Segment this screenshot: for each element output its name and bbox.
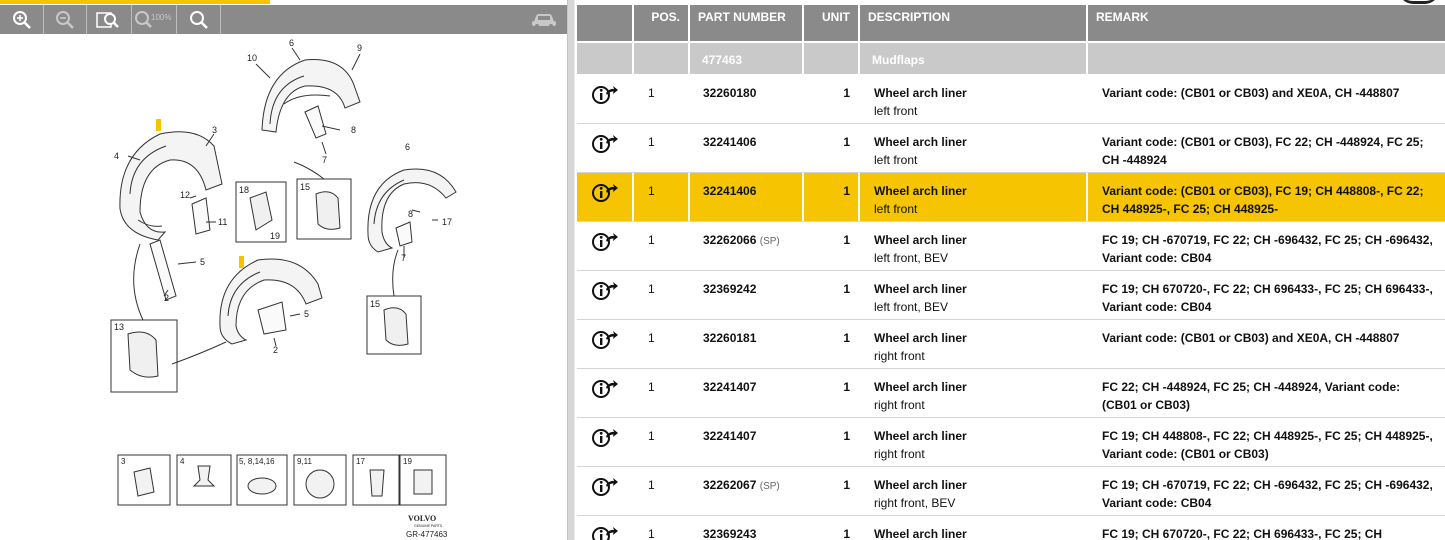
header-unit[interactable]: UNIT <box>804 5 860 41</box>
group-name: Mudflaps <box>860 43 1088 74</box>
row-pos-text: 1 <box>648 282 655 296</box>
row-remark-text: Variant code: (CB01 or CB03), FC 19; CH 448808-, FC 22; CH 448925-, FC 25; CH 448925- <box>1102 184 1424 216</box>
zoom-in-button[interactable] <box>0 5 44 34</box>
row-part-number[interactable] <box>690 271 804 319</box>
row-part-number[interactable] <box>690 173 804 221</box>
header-pos[interactable]: POS. <box>634 5 690 41</box>
row-desc-text: Wheel arch liner <box>874 380 967 394</box>
row-description <box>860 173 1088 221</box>
row-unit <box>804 467 860 515</box>
row-unit-text: 1 <box>843 184 850 198</box>
row-pos-text: 1 <box>648 429 655 443</box>
row-sub-text: left front <box>874 104 918 118</box>
row-part-number[interactable] <box>690 75 804 123</box>
row-pos <box>634 271 690 319</box>
callout-label[interactable]: 2 <box>273 345 279 355</box>
row-unit <box>804 271 860 319</box>
row-pn-text: 32241406 <box>703 184 757 198</box>
row-pos-text: 1 <box>648 184 655 198</box>
row-pos-text: 1 <box>648 380 655 394</box>
row-pos-text: 1 <box>648 331 655 345</box>
row-remark-text: FC 19; CH 670720-, FC 22; CH 696433-, FC 25; CH <box>1102 527 1383 540</box>
table-row[interactable] <box>577 75 1445 124</box>
row-unit-text: 1 <box>843 233 850 247</box>
table-row[interactable] <box>577 173 1445 222</box>
row-pos <box>634 222 690 270</box>
row-unit <box>804 369 860 417</box>
callout-label[interactable]: 7 <box>322 155 328 165</box>
small-part-label[interactable]: 5, 8,14,16 <box>239 457 275 466</box>
row-info-cell <box>577 173 634 221</box>
row-unit-text: 1 <box>843 282 850 296</box>
row-description <box>860 418 1088 466</box>
header-remark[interactable]: REMARK <box>1088 5 1445 41</box>
table-row[interactable] <box>577 222 1445 271</box>
row-unit <box>804 320 860 368</box>
table-row[interactable] <box>577 369 1445 418</box>
row-pos <box>634 124 690 172</box>
row-sub-text: left front, BEV <box>874 251 949 265</box>
row-desc-text: Wheel arch liner <box>874 527 967 540</box>
row-pos-text: 1 <box>648 86 655 100</box>
diagram-pane <box>0 0 567 540</box>
row-pn-text: 32369242 <box>703 282 757 296</box>
row-description <box>860 320 1088 368</box>
zoom-out-button[interactable] <box>44 5 87 34</box>
row-pos <box>634 516 690 540</box>
row-unit-text: 1 <box>843 380 850 394</box>
small-part-label[interactable]: 4 <box>180 457 185 466</box>
row-unit <box>804 222 860 270</box>
highlight-marker <box>156 119 161 131</box>
row-sub-text: left front <box>874 202 918 216</box>
diagram-toolbar <box>0 5 567 34</box>
table-row[interactable] <box>577 516 1445 540</box>
row-part-number[interactable] <box>690 418 804 466</box>
callout-label[interactable]: 5 <box>304 309 310 319</box>
row-info-cell <box>577 75 634 123</box>
callout-label[interactable]: 15 <box>300 182 311 192</box>
row-unit <box>804 418 860 466</box>
table-row[interactable] <box>577 467 1445 516</box>
callout-label[interactable]: 2 <box>164 293 170 303</box>
callout-label[interactable]: 8 <box>351 125 357 135</box>
highlight-marker <box>239 256 244 268</box>
table-row[interactable] <box>577 271 1445 320</box>
row-remark <box>1088 320 1445 368</box>
row-unit-text: 1 <box>843 478 850 492</box>
parts-table <box>577 0 1445 540</box>
row-pos-text: 1 <box>648 135 655 149</box>
callout-label[interactable]: 6 <box>289 38 295 48</box>
row-info-cell <box>577 124 634 172</box>
row-desc-text: Wheel arch liner <box>874 478 967 492</box>
row-pos <box>634 467 690 515</box>
info-arrow-icon[interactable] <box>591 329 619 351</box>
row-pn-text: 32241407 <box>703 380 757 394</box>
search-icon <box>189 10 209 30</box>
table-header <box>577 5 1445 41</box>
row-pn-text: 32369243 <box>703 527 757 540</box>
info-arrow-icon[interactable] <box>591 525 619 540</box>
info-arrow-icon[interactable] <box>591 378 619 400</box>
row-description <box>860 222 1088 270</box>
row-pos <box>634 75 690 123</box>
callout-label[interactable]: 3 <box>212 125 218 135</box>
row-pn-text: 32262066 <box>703 233 757 247</box>
row-unit-text: 1 <box>843 86 850 100</box>
row-info-cell <box>577 320 634 368</box>
table-row[interactable] <box>577 320 1445 369</box>
row-remark <box>1088 222 1445 270</box>
car-icon <box>531 11 557 29</box>
row-unit-text: 1 <box>843 135 850 149</box>
row-unit <box>804 75 860 123</box>
callout-label[interactable]: 19 <box>270 231 281 241</box>
row-sub-text: right front <box>874 398 925 412</box>
callout-label[interactable]: 13 <box>114 322 125 332</box>
zoom-percent-label: 100% <box>151 12 172 22</box>
row-description <box>860 516 1088 540</box>
header-part-number[interactable]: PART NUMBER <box>690 5 804 41</box>
row-info-cell <box>577 369 634 417</box>
row-pos <box>634 320 690 368</box>
callout-label[interactable]: 8 <box>408 209 414 219</box>
genuine-parts-text: GENUINE PARTS <box>414 524 443 528</box>
callout-label[interactable]: 4 <box>114 151 120 161</box>
volvo-logo-text: VOLVO <box>408 514 437 523</box>
row-desc-text: Wheel arch liner <box>874 429 967 443</box>
row-remark-text: FC 19; CH -670719, FC 22; CH -696432, FC 25; CH -696432, Variant code: CB04 <box>1102 478 1433 510</box>
callout-label[interactable]: 12 <box>180 190 191 200</box>
row-pos <box>634 418 690 466</box>
group-remark-cell <box>1088 43 1445 74</box>
parts-diagram[interactable] <box>0 34 567 540</box>
row-pn-text: 32241406 <box>703 135 757 149</box>
row-desc-text: Wheel arch liner <box>874 135 967 149</box>
group-icon-cell <box>577 43 634 74</box>
row-desc-text: Wheel arch liner <box>874 184 967 198</box>
row-remark <box>1088 418 1445 466</box>
row-unit <box>804 516 860 540</box>
row-remark-text: FC 22; CH -448924, FC 25; CH -448924, Variant code: (CB01 or CB03) <box>1102 380 1401 412</box>
small-part-label[interactable]: 9,11 <box>297 457 312 466</box>
row-description <box>860 124 1088 172</box>
row-remark <box>1088 516 1445 540</box>
row-part-number[interactable] <box>690 516 804 540</box>
row-remark-text: FC 19; CH 670720-, FC 22; CH 696433-, FC 25; CH 696433-, Variant code: CB04 <box>1102 282 1433 314</box>
info-arrow-icon[interactable] <box>591 133 619 155</box>
row-remark <box>1088 173 1445 221</box>
info-arrow-icon[interactable] <box>591 476 619 498</box>
info-arrow-icon[interactable] <box>591 280 619 302</box>
row-part-number[interactable] <box>690 124 804 172</box>
row-sp-text: (SP) <box>759 236 780 247</box>
row-pos-text: 1 <box>648 527 655 540</box>
brand-logo <box>1399 0 1439 4</box>
row-remark <box>1088 124 1445 172</box>
row-remark <box>1088 369 1445 417</box>
row-sp-text: (SP) <box>759 481 780 492</box>
row-description <box>860 369 1088 417</box>
row-pos-text: 1 <box>648 233 655 247</box>
row-info-cell <box>577 222 634 270</box>
search-button[interactable] <box>177 5 221 34</box>
row-part-number[interactable] <box>690 222 804 270</box>
callout-label[interactable]: 6 <box>405 142 411 152</box>
callout-label[interactable]: 5 <box>200 257 206 267</box>
info-arrow-icon[interactable] <box>591 182 619 204</box>
zoom-fit-icon <box>96 10 122 30</box>
row-unit <box>804 173 860 221</box>
row-remark-text: FC 19; CH 448808-, FC 22; CH 448925-, FC 25; CH 448925-, Variant code: (CB01 or CB03) <box>1102 429 1433 461</box>
header-info <box>577 5 634 41</box>
row-pn-text: 32262067 <box>703 478 757 492</box>
row-sub-text: left front, BEV <box>874 300 949 314</box>
row-pos-text: 1 <box>648 478 655 492</box>
zoom-in-icon <box>12 10 32 30</box>
callout-label[interactable]: 11 <box>218 217 228 227</box>
row-remark <box>1088 467 1445 515</box>
row-part-number[interactable] <box>690 369 804 417</box>
info-arrow-icon[interactable] <box>591 231 619 253</box>
row-description <box>860 467 1088 515</box>
zoom-100-icon <box>134 10 174 30</box>
group-code: 477463 <box>690 43 804 74</box>
group-unit-cell <box>804 43 860 74</box>
callout-label[interactable]: 17 <box>442 217 453 227</box>
group-row[interactable] <box>577 43 1445 74</box>
row-sub-text: right front <box>874 349 925 363</box>
header-description[interactable]: DESCRIPTION <box>860 5 1088 41</box>
zoom-fit-button[interactable] <box>87 5 132 34</box>
row-unit-text: 1 <box>843 331 850 345</box>
row-info-cell <box>577 271 634 319</box>
table-row[interactable] <box>577 418 1445 467</box>
row-pn-text: 32241407 <box>703 429 757 443</box>
row-part-number[interactable] <box>690 320 804 368</box>
row-sub-text: right front <box>874 447 925 461</box>
callout-label[interactable]: 9 <box>357 43 363 53</box>
row-pn-text: 32260180 <box>703 86 757 100</box>
small-part-label[interactable]: 3 <box>121 457 126 466</box>
small-part-label[interactable]: 19 <box>403 457 412 466</box>
group-pos-cell <box>634 43 690 74</box>
row-pn-text: 32260181 <box>703 331 757 345</box>
row-desc-text: Wheel arch liner <box>874 331 967 345</box>
row-remark <box>1088 271 1445 319</box>
row-description <box>860 75 1088 123</box>
row-unit-text: 1 <box>843 527 850 540</box>
row-sub-text: right front, BEV <box>874 496 956 510</box>
row-unit-text: 1 <box>843 429 850 443</box>
row-part-number[interactable] <box>690 467 804 515</box>
row-sub-text: left front <box>874 153 918 167</box>
row-unit <box>804 124 860 172</box>
row-remark-text: Variant code: (CB01 or CB03), FC 22; CH -448924, FC 25; CH -448924 <box>1102 135 1424 167</box>
zoom-out-icon <box>55 10 75 30</box>
row-info-cell <box>577 418 634 466</box>
row-info-cell <box>577 516 634 540</box>
callout-label[interactable]: 15 <box>370 299 381 309</box>
active-tab-indicator <box>0 0 270 4</box>
table-row[interactable] <box>577 124 1445 173</box>
row-pos <box>634 173 690 221</box>
row-remark-text: FC 19; CH -670719, FC 22; CH -696432, FC 25; CH -696432, Variant code: CB04 <box>1102 233 1433 265</box>
row-pos <box>634 369 690 417</box>
row-info-cell <box>577 467 634 515</box>
row-description <box>860 271 1088 319</box>
row-desc-text: Wheel arch liner <box>874 233 967 247</box>
row-remark <box>1088 75 1445 123</box>
row-remark-text: Variant code: (CB01 or CB03) and XE0A, CH -448807 <box>1102 331 1400 345</box>
pane-splitter[interactable] <box>567 0 575 540</box>
callout-label[interactable]: 7 <box>401 253 407 263</box>
callout-label[interactable]: 18 <box>239 185 250 195</box>
figure-reference: GR-477463 <box>406 530 448 539</box>
info-arrow-icon[interactable] <box>591 427 619 449</box>
row-remark-text: Variant code: (CB01 or CB03) and XE0A, CH -448807 <box>1102 86 1400 100</box>
small-part-label[interactable]: 17 <box>356 457 365 466</box>
info-arrow-icon[interactable] <box>591 84 619 106</box>
callout-label[interactable]: 10 <box>247 53 258 63</box>
row-desc-text: Wheel arch liner <box>874 282 967 296</box>
row-desc-text: Wheel arch liner <box>874 86 967 100</box>
vehicle-button[interactable] <box>520 5 567 34</box>
zoom-100-button[interactable] <box>132 5 177 34</box>
